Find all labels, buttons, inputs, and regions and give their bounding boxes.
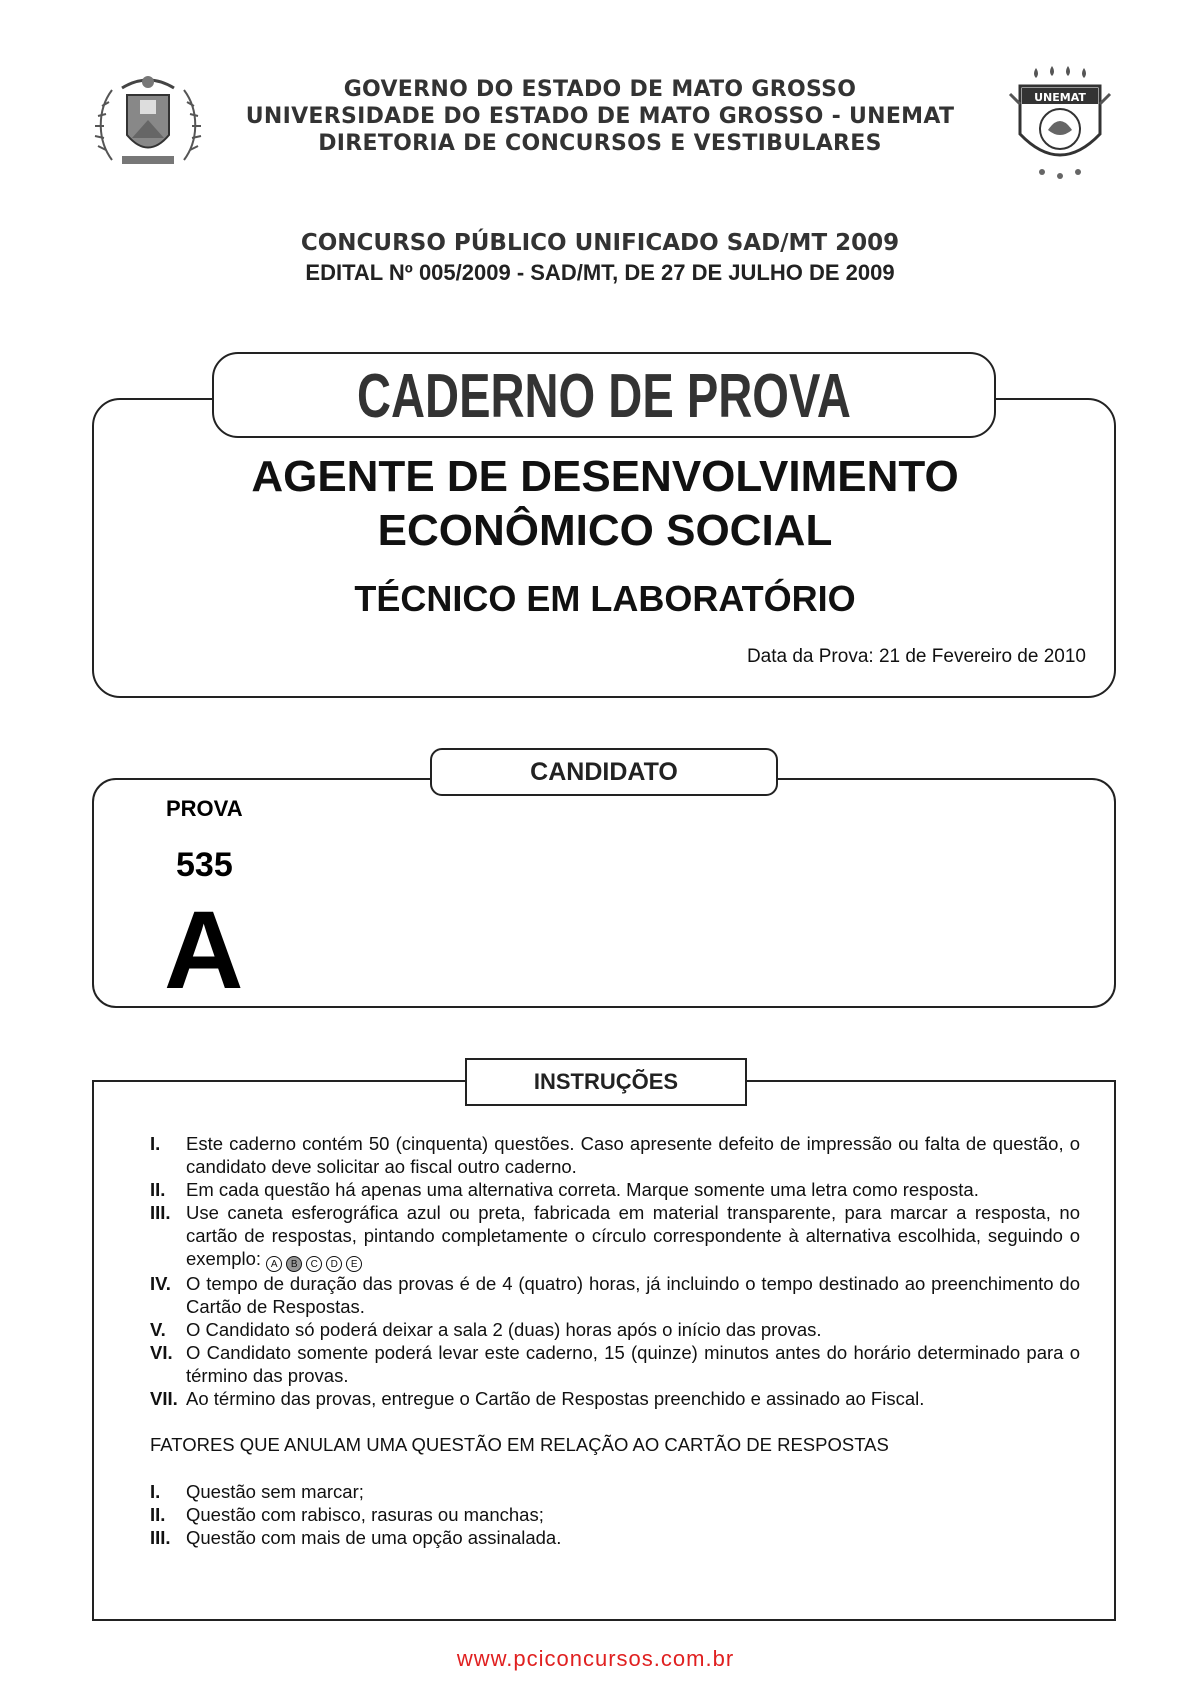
cargo-title	[100, 450, 1110, 558]
instruction-number: IV.	[150, 1273, 171, 1294]
exam-date: Data da Prova: 21 de Fevereiro de 2010	[746, 646, 1086, 667]
instructions-tab: INSTRUÇÕES	[465, 1058, 747, 1106]
fator-text: Questão com rabisco, rasuras ou manchas;	[186, 1504, 544, 1525]
candidate-tab: CANDIDATO	[430, 748, 778, 796]
instruction-text: Use caneta esferográfica azul ou preta, fabricada em material transparente, para marcar a resposta, no cartão de respostas, pintando completamente o círculo correspondente à alternativa escolhida, seguindo o exemplo:	[186, 1202, 1080, 1269]
footer-url: www.pciconcursos.com.br	[456, 1646, 735, 1671]
instruction-item	[150, 1272, 1080, 1318]
instruction-number: III.	[150, 1202, 171, 1223]
prova-label: PROVA	[166, 796, 243, 821]
fator-number: I.	[150, 1481, 161, 1502]
fatores-title: FATORES QUE ANULAM UMA QUESTÃO EM RELAÇÃO AO CARTÃO DE RESPOSTAS	[150, 1434, 889, 1455]
instruction-number: VI.	[150, 1342, 173, 1363]
fator-item	[150, 1526, 1080, 1549]
unemat-logo-text: UNEMAT	[1034, 91, 1086, 104]
instruction-item	[150, 1341, 1080, 1387]
header-title-block	[220, 76, 980, 157]
instruction-number: V.	[150, 1319, 166, 1340]
contest-header	[160, 228, 1040, 288]
instruction-item	[150, 1318, 1080, 1341]
instruction-number: I.	[150, 1133, 161, 1154]
instruction-item	[150, 1387, 1080, 1410]
fator-number: II.	[150, 1504, 166, 1525]
fator-item	[150, 1480, 1080, 1503]
fatores-list	[150, 1480, 1080, 1549]
bubble-icon: C	[306, 1256, 322, 1272]
caderno-title-tab	[212, 352, 996, 438]
filled-bubble-icon: B	[286, 1256, 302, 1272]
instruction-item	[150, 1132, 1080, 1178]
candidate-box	[92, 778, 1116, 1012]
instruction-text: Este caderno contém 50 (cinquenta) questões. Caso apresente defeito de impressão ou falta de questão, o candidato deve solicitar ao fiscal outro caderno.	[186, 1133, 1080, 1177]
instruction-text: Em cada questão há apenas uma alternativa correta. Marque somente uma letra como resposta.	[186, 1179, 979, 1200]
header-line-3: DIRETORIA DE CONCURSOS E VESTIBULARES	[318, 131, 882, 156]
answer-example-bubbles	[266, 1256, 362, 1272]
instruction-text: O tempo de duração das provas é de 4 (quatro) horas, já incluindo o tempo destinado ao preenchimento do Cartão de Respostas.	[186, 1273, 1080, 1317]
fator-text: Questão com mais de uma opção assinalada.	[186, 1527, 562, 1548]
caderno-title: CADERNO DE PROVA	[357, 362, 851, 431]
instructions-list	[150, 1132, 1080, 1410]
instruction-item	[150, 1178, 1080, 1201]
cargo-line-1: AGENTE DE DESENVOLVIMENTO	[251, 452, 959, 501]
instruction-number: VII.	[150, 1388, 178, 1409]
bubble-icon: A	[266, 1256, 282, 1272]
header-line-1: GOVERNO DO ESTADO DE MATO GROSSO	[343, 77, 857, 102]
prova-type: A	[164, 889, 244, 1012]
instruction-text: O Candidato somente poderá levar este caderno, 15 (quinze) minutos antes do horário determinado para o término das provas.	[186, 1342, 1080, 1386]
bubble-icon: E	[346, 1256, 362, 1272]
mato-grosso-coat-of-arms-icon	[92, 70, 204, 170]
contest-title: CONCURSO PÚBLICO UNIFICADO SAD/MT 2009	[300, 230, 900, 256]
prova-number: 535	[176, 846, 233, 884]
bubble-icon: D	[326, 1256, 342, 1272]
instruction-number: II.	[150, 1179, 166, 1200]
instruction-item	[150, 1201, 1080, 1272]
fator-number: III.	[150, 1527, 171, 1548]
fator-item	[150, 1503, 1080, 1526]
fator-text: Questão sem marcar;	[186, 1481, 364, 1502]
cargo-line-2: ECONÔMICO SOCIAL	[377, 506, 833, 555]
especialidade-title: TÉCNICO EM LABORATÓRIO	[354, 578, 856, 619]
instruction-text: Ao término das provas, entregue o Cartão de Respostas preenchido e assinado ao Fiscal.	[186, 1388, 925, 1409]
header-line-2: UNIVERSIDADE DO ESTADO DE MATO GROSSO - UNEMAT	[245, 104, 955, 129]
instruction-text: O Candidato só poderá deixar a sala 2 (duas) horas após o início das provas.	[186, 1319, 822, 1340]
unemat-seal-icon	[1008, 64, 1112, 182]
contest-edital: EDITAL Nº 005/2009 - SAD/MT, DE 27 DE JULHO DE 2009	[305, 260, 895, 285]
